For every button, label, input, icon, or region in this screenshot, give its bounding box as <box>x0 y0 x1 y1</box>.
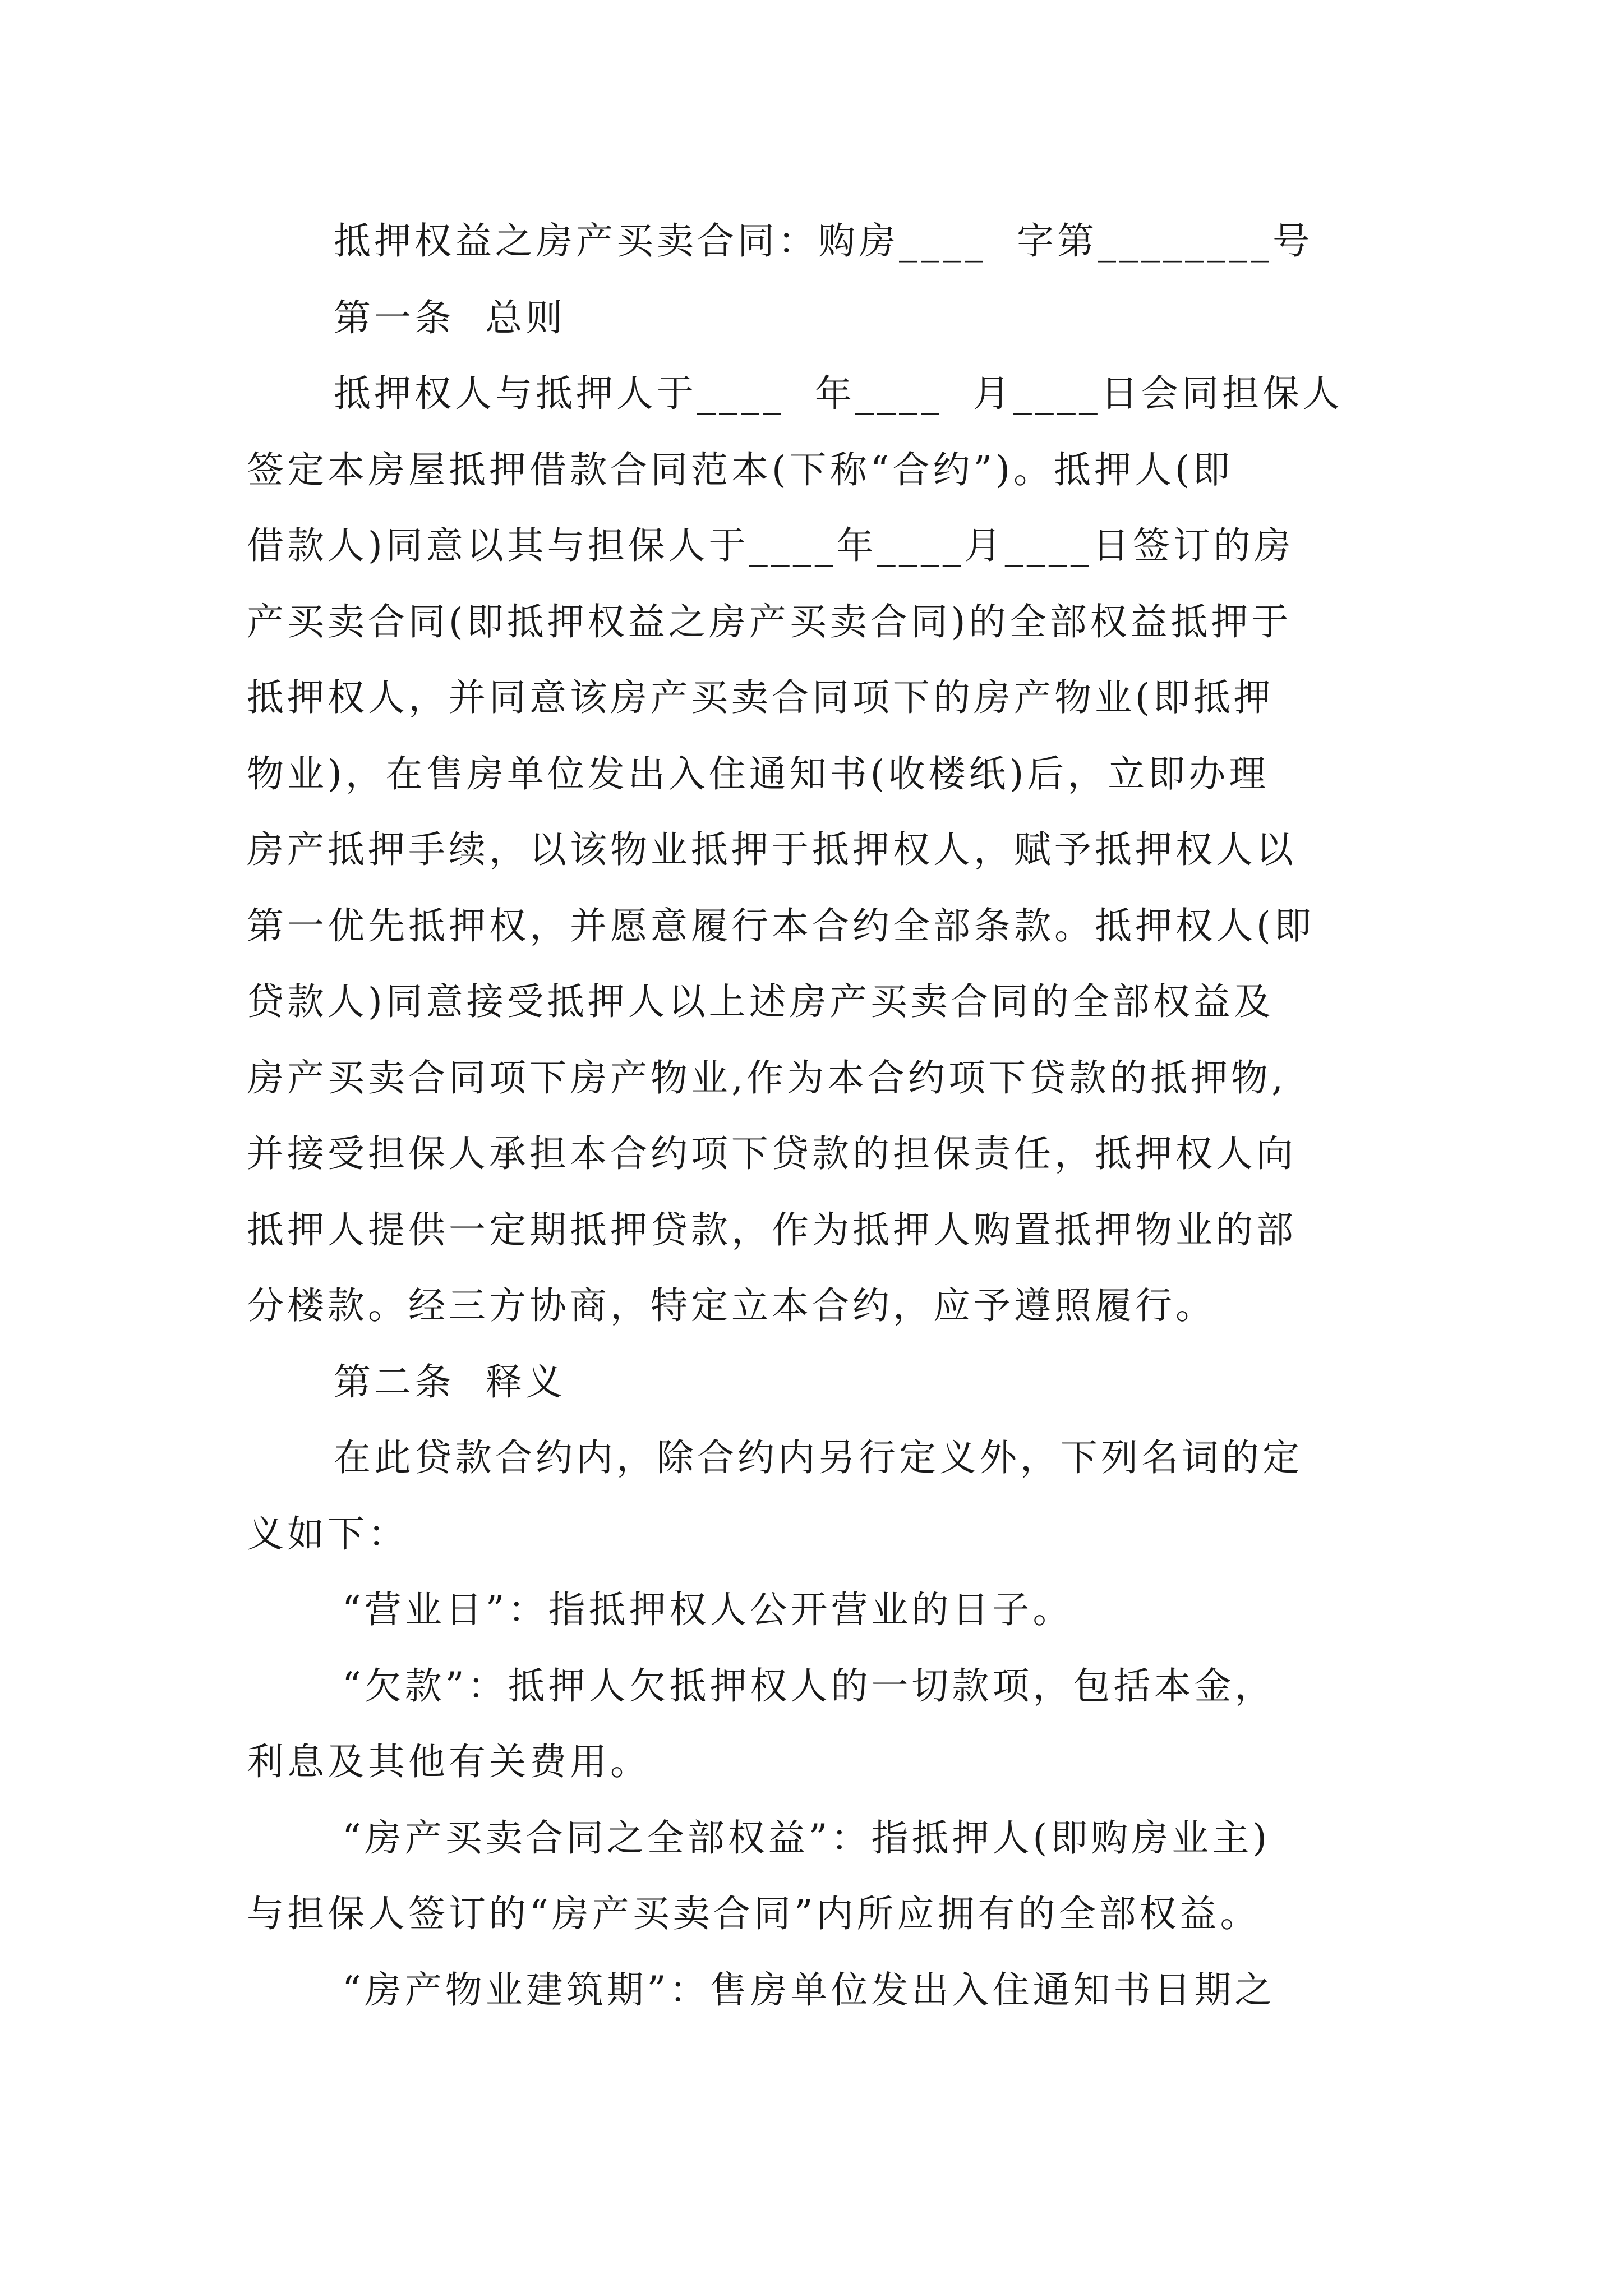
article2-heading: 第二条 释义 <box>334 1360 566 1404</box>
article1-line: 产买卖合同(即抵押权益之房产买卖合同)的全部权益抵押于 <box>247 600 1292 643</box>
article1-line: 分楼款。经三方协商，特定立本合约，应予遵照履行。 <box>247 1284 1216 1327</box>
article1-line: 贷款人)同意接受抵押人以上述房产买卖合同的全部权益及 <box>247 980 1274 1023</box>
definition-line: “房产买卖合同之全部权益”：指抵押人(即购房业主) <box>342 1816 1270 1860</box>
definition-line: 利息及其他有关费用。 <box>247 1740 651 1783</box>
definition-line: “欠款”：抵押人欠抵押权人的一切款项，包括本金， <box>342 1664 1275 1708</box>
contract-title: 抵押权益之房产买卖合同：购房____ 字第________号 <box>334 219 1313 263</box>
article1-line: 物业)，在售房单位发出入住通知书(收楼纸)后，立即办理 <box>247 752 1270 795</box>
article2-line: 义如下： <box>247 1512 408 1556</box>
article1-line: 房产抵押手续，以该物业抵押于抵押权人，赋予抵押权人以 <box>247 828 1297 871</box>
article1-line: 抵押权人与抵押人于____ 年____ 月____日会同担保人 <box>334 372 1343 415</box>
article1-line: 并接受担保人承担本合约项下贷款的担保责任，抵押权人向 <box>247 1132 1297 1175</box>
article1-line: 借款人)同意以其与担保人于____年____月____日签订的房 <box>247 524 1294 567</box>
definition-line: “营业日”：指抵押权人公开营业的日子。 <box>342 1588 1073 1631</box>
article1-line: 抵押人提供一定期抵押贷款，作为抵押人购置抵押物业的部 <box>247 1208 1297 1251</box>
article2-line: 在此贷款合约内，除合约内另行定义外，下列名词的定 <box>334 1436 1303 1479</box>
article1-line: 房产买卖合同项下房产物业,作为本合约项下贷款的抵押物, <box>247 1056 1287 1099</box>
article1-heading: 第一条 总则 <box>334 296 566 339</box>
article1-line: 抵押权人，并同意该房产买卖合同项下的房产物业(即抵押 <box>247 676 1274 719</box>
article1-line: 第一优先抵押权，并愿意履行本合约全部条款。抵押权人(即 <box>247 904 1315 947</box>
article1-line: 签定本房屋抵押借款合同范本(下称“合约”)。抵押人(即 <box>247 448 1233 491</box>
definition-line: “房产物业建筑期”：售房单位发出入住通知书日期之 <box>342 1968 1275 2012</box>
definition-line: 与担保人签订的“房产买卖合同”内所应拥有的全部权益。 <box>247 1892 1261 1935</box>
